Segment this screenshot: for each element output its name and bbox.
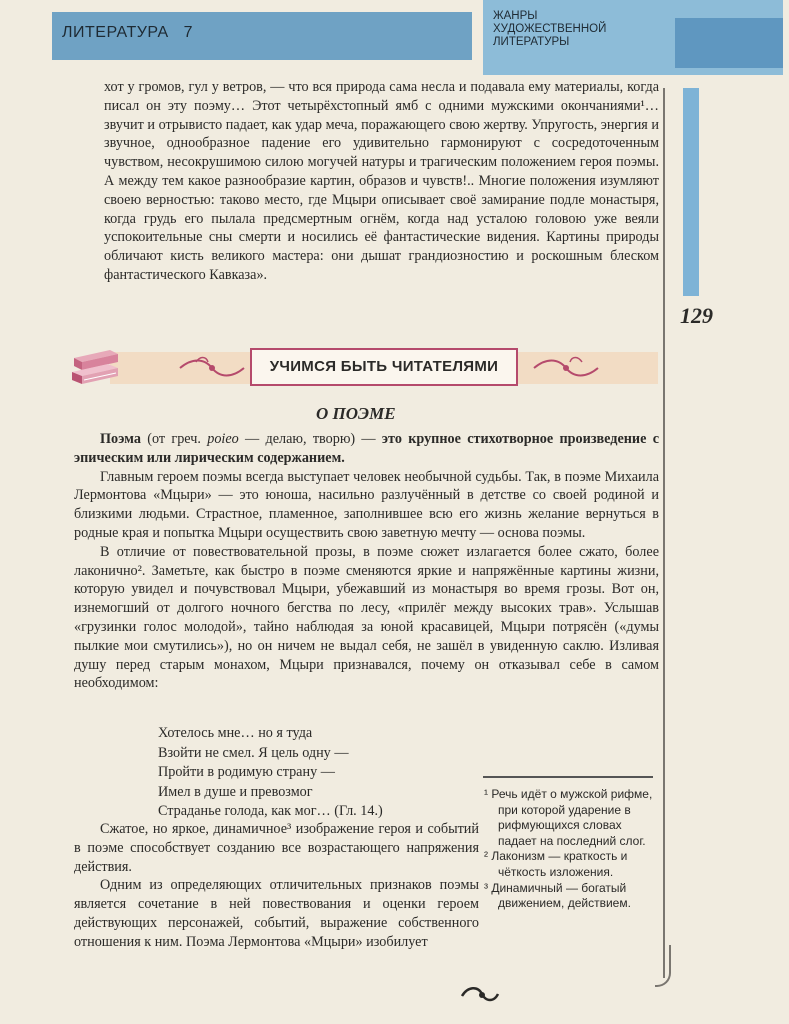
grade-label: 7 xyxy=(183,24,194,41)
paragraph-dynamics: Сжатое, но яркое, динамичное³ изображение героя и событий в поэме способствует созданию все возрастающего напряжения действия. xyxy=(74,821,479,875)
header-subject-bar xyxy=(52,12,472,60)
page-header xyxy=(0,0,789,75)
footnote-item xyxy=(484,787,654,849)
footnotes xyxy=(484,787,654,912)
subject-label: ЛИТЕРАТУРА xyxy=(62,24,169,41)
header-section-bar xyxy=(483,0,783,75)
definition-origin-word: poieo xyxy=(207,431,239,447)
paragraph-features: Одним из определяющих отличительных признаков поэмы является сочетание в ней повествования и оценки героем действующих персонажей, событий, выражение собственного отношения к ним. Поэма Лермонтова «Мцыри» изобилует xyxy=(74,877,479,950)
footnote-item xyxy=(484,849,654,880)
definition-body: это крупное стихотворное произведение с эпическим или лирическим содержанием. xyxy=(74,431,659,466)
poem-line: Взойти не смел. Я цель одну — xyxy=(158,744,349,761)
section-line-3: ЛИТЕРАТУРЫ xyxy=(493,36,570,48)
poem-quote xyxy=(158,724,383,822)
ornament-left xyxy=(178,354,248,382)
footnote-mark: ³ xyxy=(484,880,488,895)
poem-line: Пройти в родимую страну — xyxy=(158,764,335,780)
poem-line: Хотелось мне… но я туда xyxy=(158,725,313,741)
footnote-text: Динамичный — богатый движением, действием. xyxy=(491,880,631,911)
section-line-1: ЖАНРЫ xyxy=(493,10,538,22)
footnote-mark: ² xyxy=(484,849,488,864)
definition-origin-open: (от греч. xyxy=(140,431,208,447)
footnote-item xyxy=(484,881,654,912)
footnote-bracket xyxy=(655,945,671,987)
margin-rule xyxy=(663,88,665,978)
page-number: 129 xyxy=(680,303,713,328)
intro-quote xyxy=(104,78,659,285)
poem-line: Страданье голода, как мог… (Гл. 14.) xyxy=(158,803,383,819)
footnote-text: Лаконизм — краткость и чёткость изложения. xyxy=(491,849,628,879)
paragraph-hero: Главным героем поэмы всегда выступает человек необычной судьбы. Так, в поэме Михаила Лермонтова «Мцыри» — это юноша, насильно разлучённый в детстве со своей родиной и близкими людьми. Страстное, пламенное, заполнившее всю его жизнь желание вернуться в родные края и попытка Мцыри осуществить свою заветную мечту — основа поэмы. xyxy=(74,468,659,541)
section-banner xyxy=(70,340,660,396)
section-title: О ПОЭМЕ xyxy=(316,404,396,423)
footnote-text: Речь идёт о мужской рифме, при которой ударение в рифмующихся словах падает на последний слог. xyxy=(491,787,653,848)
ornament-right xyxy=(530,354,600,382)
intro-text: хот у громов, гул у ветров, — что вся природа сама несла и подавала ему материалы, когда писал он эту поэму… Этот четырёхстопный ямб с одними мужскими окончаниями¹… звучит и отрывисто падает, как удар меча, поражающего свою жертву. Упругость, энергия и звучное, однообразное падение его удивительно гармонируют с сосредоточенным чувством, несокрушимою силою могучей натуры и трагическим положением героя поэмы. А между тем какое разнообразие картин, образов и чувств!.. Многие положения изумляют своею верностью: таково место, где Мцыри описывает своё замирание подле монастыря, когда грудь его пылала предсмертным огнём, когда над усталою головою уже веяли успокоительные сны смерти и носились её фантастические видения. Картины природы обличают кисть великого мастера: они дышат грандиозностию и роскошным блеском фантастического Кавказа». xyxy=(104,79,659,283)
lower-text xyxy=(74,820,479,952)
banner-title: УЧИМСЯ БЫТЬ ЧИТАТЕЛЯМИ xyxy=(269,358,499,375)
header-section-title xyxy=(493,10,673,49)
header-accent-block xyxy=(675,18,783,68)
main-text xyxy=(74,430,659,693)
section-line-2: ХУДОЖЕСТВЕННОЙ xyxy=(493,23,607,35)
poem-line: Имел в душе и превозмог xyxy=(158,783,313,800)
definition-term: Поэма xyxy=(100,431,141,447)
page-end-ornament xyxy=(458,984,502,1006)
footnote-mark: ¹ xyxy=(484,787,488,801)
banner-frame xyxy=(250,348,518,386)
margin-tab xyxy=(683,88,699,296)
footnote-rule xyxy=(483,776,653,778)
definition-paragraph xyxy=(74,430,659,468)
header-subject xyxy=(62,24,193,42)
definition-origin-rest: — делаю, творю) — xyxy=(238,431,382,447)
books-icon xyxy=(70,340,122,396)
paragraph-plot: В отличие от повествовательной прозы, в поэме сюжет излагается более сжато, более лаконично². Заметьте, как быстро в поэме сменяются яркие и напряжённые картины жизни, которую увидел и почувствовал Мцыри, убежавший из монастыря во время грозы. Вот он, изнемогший от долгого ночного бегства по лесу, «прилёг между высоких трав». Услышав «грузинки голос молодой», тайно наблюдая за юной красавицей, Мцыри потрясён («думы пылкие мои смутились»), но он ничем не выдал себя, не зашёл в увиденную саклю. Изливая душу перед старым монахом, Мцыри признавался, почему он отказывал себе в самом необходимом: xyxy=(74,543,659,692)
